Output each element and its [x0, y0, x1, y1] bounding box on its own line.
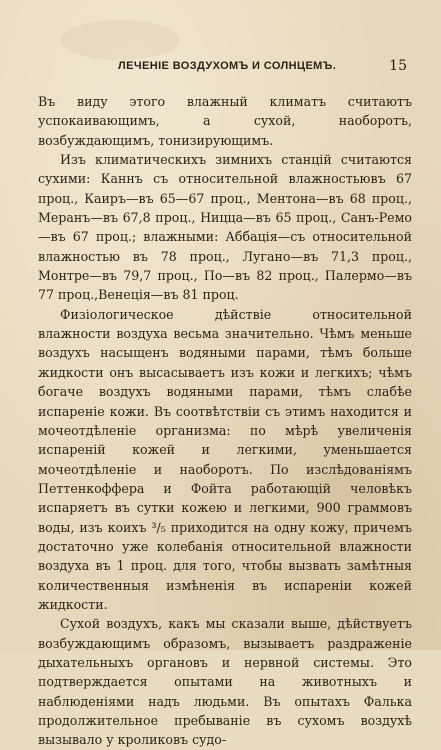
paper-stain — [60, 20, 180, 60]
page-header — [38, 58, 413, 78]
paragraph: Изъ климатическихъ зимнихъ станцій считаются сухими: Каннъ съ относительной влажностьювъ 67 проц., Каиръ—въ 65—67 проц., Ментона—въ 68 проц., Меранъ—въ 67,8 проц., Ницца—въ 65 проц., Санъ-Ремо—въ 67 проц.; влажными: Аббація—съ относительной влажностью въ 78 проц., Лугано—въ 71,3 проц., Монтре—въ 79,7 проц., По—въ 82 проц., Палермо—въ 77 проц.,Венеція—въ 81 проц. — [38, 152, 412, 303]
paragraph: Въ виду этого влажный климатъ считаютъ успокаивающимъ, а сухой, наоборотъ, возбуждающимъ, тонизирующимъ. — [38, 94, 412, 148]
body-text — [38, 92, 412, 750]
paragraph: Сухой воздухъ, какъ мы сказали выше, дѣйствуетъ возбуждающимъ образомъ, вызываетъ раздраженіе дыхательныхъ органовъ и нервной системы. Это подтверждается опытами на животныхъ и наблюденіями надъ людьми. Въ опытахъ Фалька продолжительное пребываніе въ сухомъ воздухѣ вызывало у кроликовъ судо- — [38, 616, 412, 748]
paragraph: Физіологическое дѣйствіе относительной влажности воздуха весьма значительно. Чѣмъ меньше воздухъ насыщенъ водяными парами, тѣмъ больше жидкости онъ высасываетъ изъ кожи и легкихъ; чѣмъ богаче воздухъ водяными парами, тѣмъ слабѣе испареніе кожи. Въ соотвѣтствіи съ этимъ находится и мочеотдѣленіе организма: по мѣрѣ увеличенія испареній кожей и легкими, уменьшается мочеотдѣленіе и наоборотъ. По изслѣдованіямъ Петтенкоффера и Фойта работающій человѣкъ испаряетъ въ сутки кожею и легкими, 900 граммовъ воды, изъ коихъ ³/₅ приходится на одну кожу, причемъ достаточно уже колебанія относительной влажности воздуха въ 1 проц. для того, чтобы вызвать замѣтныя количественныя измѣненія въ испареніи кожей жидкости. — [38, 306, 412, 612]
page-number: 15 — [389, 58, 407, 74]
running-title: ЛЕЧЕНІЕ ВОЗДУХОМЪ И СОЛНЦЕМЪ. — [118, 60, 337, 72]
